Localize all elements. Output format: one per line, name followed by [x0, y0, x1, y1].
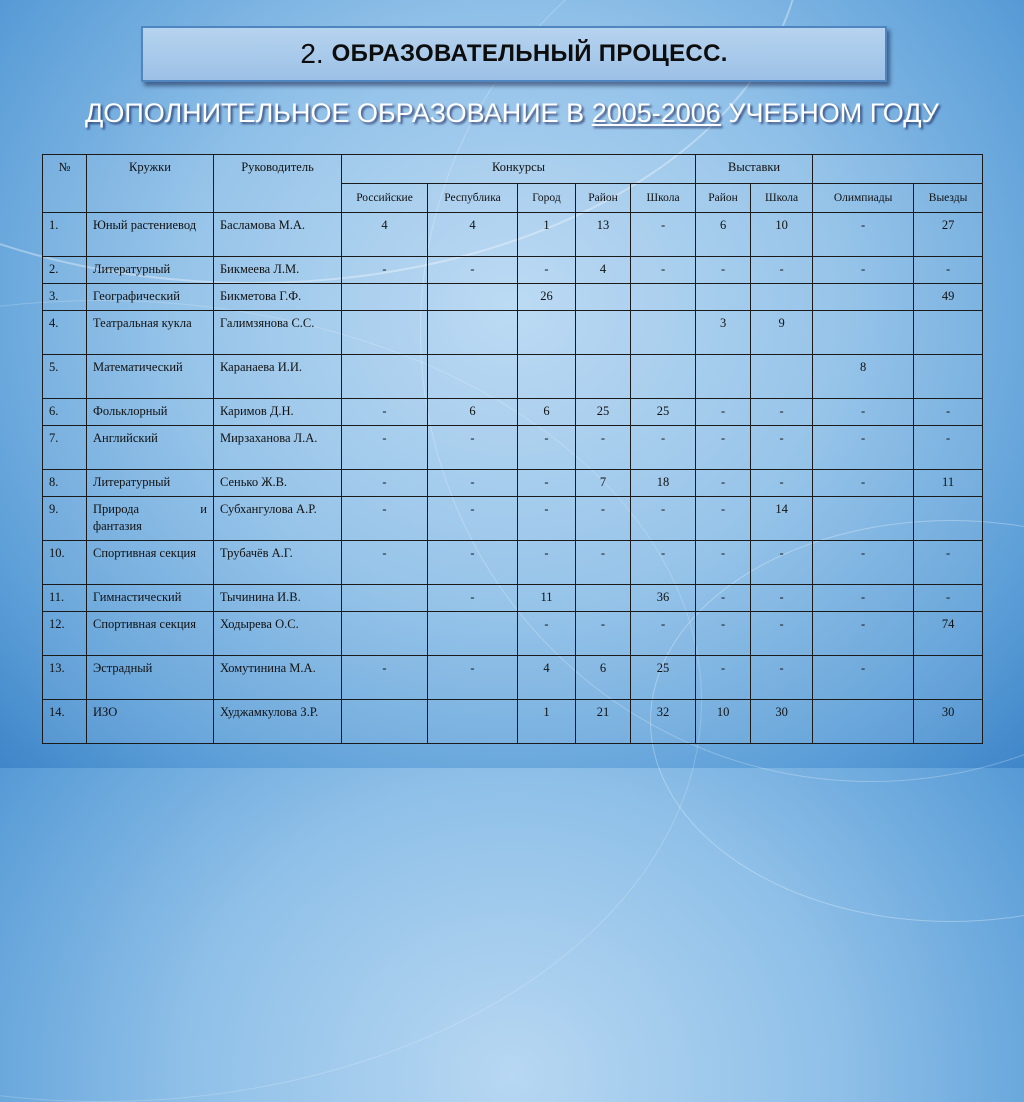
- value-cell: -: [813, 656, 914, 700]
- value-cell: 4: [576, 257, 631, 284]
- value-cell: [428, 612, 518, 656]
- subheader-cell: Район: [576, 184, 631, 213]
- club-name-part: фантазия: [93, 519, 142, 533]
- value-cell: 18: [631, 470, 696, 497]
- value-cell: [342, 585, 428, 612]
- value-cell: [576, 311, 631, 355]
- club-name: Эстрадный: [87, 656, 214, 700]
- value-cell: -: [518, 470, 576, 497]
- club-name-part: и: [200, 502, 207, 516]
- subheader-cell: Выезды: [914, 184, 983, 213]
- header-empty: [813, 155, 983, 184]
- row-number: 7.: [43, 426, 87, 470]
- value-cell: [914, 497, 983, 541]
- value-cell: -: [813, 612, 914, 656]
- subtitle-year: 2005-2006: [591, 98, 721, 128]
- leader-name: Ходырева О.С.: [214, 612, 342, 656]
- value-cell: 30: [751, 700, 813, 744]
- table-row: [43, 311, 983, 355]
- value-cell: [696, 355, 751, 399]
- row-number: 12.: [43, 612, 87, 656]
- value-cell: 1: [518, 700, 576, 744]
- subheader-cell: Российские: [342, 184, 428, 213]
- value-cell: 11: [914, 470, 983, 497]
- value-cell: [914, 355, 983, 399]
- value-cell: -: [696, 426, 751, 470]
- table-row: [43, 656, 983, 700]
- header-exhibitions: Выставки: [696, 155, 813, 184]
- value-cell: -: [813, 541, 914, 585]
- value-cell: -: [751, 585, 813, 612]
- value-cell: 25: [576, 399, 631, 426]
- value-cell: [428, 284, 518, 311]
- value-cell: 4: [342, 213, 428, 257]
- title-number: 2.: [300, 38, 324, 69]
- value-cell: [751, 284, 813, 311]
- value-cell: 25: [631, 399, 696, 426]
- value-cell: 4: [428, 213, 518, 257]
- table-row: [43, 257, 983, 284]
- table-row: [43, 470, 983, 497]
- value-cell: 1: [518, 213, 576, 257]
- table-row: [43, 355, 983, 399]
- club-name: Литературный: [87, 257, 214, 284]
- table-row: [43, 612, 983, 656]
- value-cell: -: [342, 399, 428, 426]
- club-name: Английский: [87, 426, 214, 470]
- club-name: Литературный: [87, 470, 214, 497]
- value-cell: -: [813, 213, 914, 257]
- value-cell: -: [696, 656, 751, 700]
- value-cell: 10: [751, 213, 813, 257]
- club-name: Театральная кукла: [87, 311, 214, 355]
- value-cell: -: [751, 612, 813, 656]
- value-cell: -: [518, 497, 576, 541]
- row-number: 9.: [43, 497, 87, 541]
- value-cell: [631, 311, 696, 355]
- row-number: 3.: [43, 284, 87, 311]
- value-cell: -: [518, 426, 576, 470]
- row-number: 11.: [43, 585, 87, 612]
- value-cell: -: [751, 541, 813, 585]
- value-cell: [518, 311, 576, 355]
- value-cell: -: [428, 426, 518, 470]
- leader-name: Бикмеева Л.М.: [214, 257, 342, 284]
- value-cell: 26: [518, 284, 576, 311]
- table-row: [43, 399, 983, 426]
- value-cell: 6: [518, 399, 576, 426]
- value-cell: -: [813, 399, 914, 426]
- value-cell: -: [631, 497, 696, 541]
- value-cell: [813, 284, 914, 311]
- value-cell: -: [631, 612, 696, 656]
- value-cell: -: [428, 541, 518, 585]
- value-cell: [428, 311, 518, 355]
- clubs-table: [42, 154, 983, 744]
- subheader-cell: Олимпиады: [813, 184, 914, 213]
- value-cell: [914, 656, 983, 700]
- value-cell: [813, 311, 914, 355]
- leader-name: Басламова М.А.: [214, 213, 342, 257]
- value-cell: -: [696, 541, 751, 585]
- value-cell: -: [914, 399, 983, 426]
- row-number: 5.: [43, 355, 87, 399]
- value-cell: -: [696, 257, 751, 284]
- value-cell: [914, 311, 983, 355]
- leader-name: Тычинина И.В.: [214, 585, 342, 612]
- value-cell: [518, 355, 576, 399]
- value-cell: [751, 355, 813, 399]
- value-cell: -: [813, 257, 914, 284]
- leader-name: Субхангулова А.Р.: [214, 497, 342, 541]
- header-contests: Конкурсы: [342, 155, 696, 184]
- value-cell: -: [696, 470, 751, 497]
- header-club: Кружки: [87, 155, 214, 213]
- value-cell: 30: [914, 700, 983, 744]
- value-cell: -: [631, 213, 696, 257]
- subheader-cell: Город: [518, 184, 576, 213]
- table-row: [43, 541, 983, 585]
- row-number: 8.: [43, 470, 87, 497]
- value-cell: -: [342, 470, 428, 497]
- value-cell: -: [751, 399, 813, 426]
- value-cell: [342, 355, 428, 399]
- value-cell: -: [914, 541, 983, 585]
- value-cell: -: [428, 585, 518, 612]
- value-cell: -: [914, 585, 983, 612]
- row-number: 13.: [43, 656, 87, 700]
- value-cell: -: [751, 426, 813, 470]
- leader-name: Трубачёв А.Г.: [214, 541, 342, 585]
- value-cell: 36: [631, 585, 696, 612]
- value-cell: [631, 355, 696, 399]
- value-cell: -: [631, 541, 696, 585]
- value-cell: 3: [696, 311, 751, 355]
- value-cell: [428, 700, 518, 744]
- value-cell: [342, 612, 428, 656]
- value-cell: -: [576, 426, 631, 470]
- value-cell: -: [696, 585, 751, 612]
- value-cell: 8: [813, 355, 914, 399]
- table-row: [43, 426, 983, 470]
- value-cell: 7: [576, 470, 631, 497]
- club-name: Спортивная секция: [87, 541, 214, 585]
- value-cell: -: [428, 257, 518, 284]
- table-row: [43, 700, 983, 744]
- value-cell: 27: [914, 213, 983, 257]
- value-cell: -: [342, 497, 428, 541]
- club-name: Математический: [87, 355, 214, 399]
- value-cell: -: [914, 257, 983, 284]
- header-leader: Руководитель: [214, 155, 342, 213]
- value-cell: [813, 497, 914, 541]
- subtitle-after: УЧЕБНОМ ГОДУ: [720, 98, 939, 128]
- title-text: ОБРАЗОВАТЕЛЬНЫЙ ПРОЦЕСС.: [331, 40, 728, 67]
- value-cell: -: [751, 470, 813, 497]
- club-name: Географический: [87, 284, 214, 311]
- value-cell: -: [751, 656, 813, 700]
- value-cell: [576, 355, 631, 399]
- value-cell: -: [631, 426, 696, 470]
- value-cell: -: [342, 426, 428, 470]
- value-cell: 6: [428, 399, 518, 426]
- leader-name: Бикметова Г.Ф.: [214, 284, 342, 311]
- club-name: ИЗО: [87, 700, 214, 744]
- value-cell: -: [751, 257, 813, 284]
- row-number: 1.: [43, 213, 87, 257]
- slide-title: [141, 26, 887, 82]
- subheader-cell: Республика: [428, 184, 518, 213]
- value-cell: -: [428, 470, 518, 497]
- value-cell: -: [576, 541, 631, 585]
- table-header-row: [43, 155, 983, 184]
- value-cell: -: [518, 257, 576, 284]
- value-cell: 25: [631, 656, 696, 700]
- subheader-cell: Район: [696, 184, 751, 213]
- leader-name: Хомутинина М.А.: [214, 656, 342, 700]
- value-cell: -: [696, 497, 751, 541]
- table-row: [43, 585, 983, 612]
- leader-name: Сенько Ж.В.: [214, 470, 342, 497]
- club-name: Юный растениевод: [87, 213, 214, 257]
- value-cell: 6: [576, 656, 631, 700]
- leader-name: Мирзаханова Л.А.: [214, 426, 342, 470]
- table-row: [43, 497, 983, 541]
- value-cell: -: [518, 612, 576, 656]
- value-cell: -: [813, 426, 914, 470]
- subheader-cell: Школа: [751, 184, 813, 213]
- club-name: Гимнастический: [87, 585, 214, 612]
- leader-name: Каранаева И.И.: [214, 355, 342, 399]
- club-name: [87, 497, 214, 541]
- value-cell: 14: [751, 497, 813, 541]
- value-cell: 49: [914, 284, 983, 311]
- value-cell: 6: [696, 213, 751, 257]
- value-cell: -: [813, 470, 914, 497]
- value-cell: 74: [914, 612, 983, 656]
- row-number: 14.: [43, 700, 87, 744]
- subtitle-before: ДОПОЛНИТЕЛЬНОЕ ОБРАЗОВАНИЕ В: [85, 98, 592, 128]
- value-cell: -: [813, 585, 914, 612]
- value-cell: 13: [576, 213, 631, 257]
- value-cell: 21: [576, 700, 631, 744]
- value-cell: [342, 311, 428, 355]
- row-number: 4.: [43, 311, 87, 355]
- club-name-part: Природа: [93, 502, 140, 516]
- row-number: 6.: [43, 399, 87, 426]
- value-cell: 9: [751, 311, 813, 355]
- value-cell: -: [342, 656, 428, 700]
- subheader-cell: Школа: [631, 184, 696, 213]
- value-cell: -: [342, 257, 428, 284]
- value-cell: -: [696, 612, 751, 656]
- club-name: Фольклорный: [87, 399, 214, 426]
- value-cell: [631, 284, 696, 311]
- value-cell: -: [631, 257, 696, 284]
- value-cell: [696, 284, 751, 311]
- value-cell: 32: [631, 700, 696, 744]
- club-name: Спортивная секция: [87, 612, 214, 656]
- value-cell: -: [696, 399, 751, 426]
- leader-name: Каримов Д.Н.: [214, 399, 342, 426]
- table-body: [43, 213, 983, 744]
- leader-name: Худжамкулова З.Р.: [214, 700, 342, 744]
- value-cell: [428, 355, 518, 399]
- value-cell: -: [428, 497, 518, 541]
- value-cell: -: [914, 426, 983, 470]
- table-row: [43, 284, 983, 311]
- value-cell: -: [428, 656, 518, 700]
- value-cell: [342, 284, 428, 311]
- value-cell: -: [518, 541, 576, 585]
- value-cell: [342, 700, 428, 744]
- header-num: №: [43, 155, 87, 213]
- row-number: 2.: [43, 257, 87, 284]
- value-cell: 10: [696, 700, 751, 744]
- value-cell: [576, 585, 631, 612]
- value-cell: -: [342, 541, 428, 585]
- row-number: 10.: [43, 541, 87, 585]
- table-row: [43, 213, 983, 257]
- leader-name: Галимзянова С.С.: [214, 311, 342, 355]
- value-cell: -: [576, 612, 631, 656]
- slide-subtitle: [0, 98, 1024, 129]
- value-cell: [576, 284, 631, 311]
- value-cell: 4: [518, 656, 576, 700]
- value-cell: -: [576, 497, 631, 541]
- value-cell: [813, 700, 914, 744]
- value-cell: 11: [518, 585, 576, 612]
